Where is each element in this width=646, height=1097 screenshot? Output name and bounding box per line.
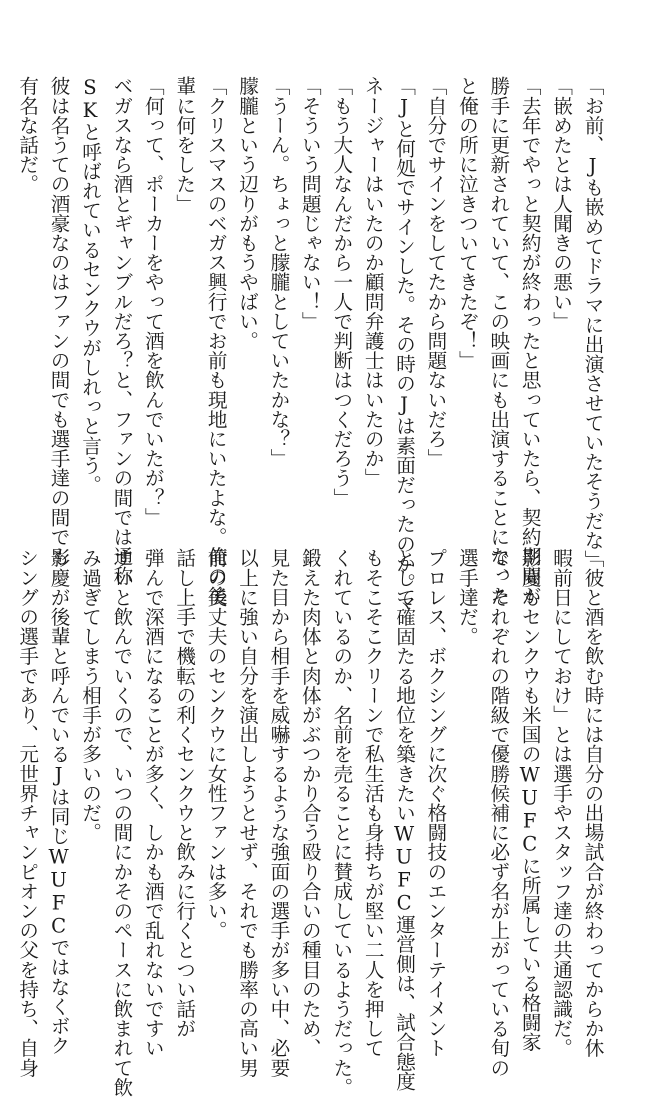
text-line: 暇前日にしておけ」とは選手やスタッフ達の共通認識だ。 [549, 548, 573, 1058]
text-line: SKと呼ばれているセンクウがしれっと言う。 [78, 76, 102, 495]
text-line: 「そういう問題じゃない！」 [298, 76, 322, 331]
text-line: 「もう大人なんだから一人で判断はつくだろう」 [329, 76, 353, 508]
text-line: ネージャーはいたのか顧問弁護士はいたのか」 [361, 76, 385, 488]
text-line: で、それぞれの階級で優勝候補に必ず名が上がっている旬の [486, 548, 510, 1078]
text-line: 「うーん。ちょっと朦朧としていたかな？」 [266, 76, 290, 468]
text-line: 「自分でサインをしてたから問題ないだろ」 [423, 76, 447, 468]
text-line: として確固たる地位を築きたいWUFC運営側は、試合態度 [392, 548, 416, 1091]
text-line: シングの選手であり、元世界チャンピオンの父を持ち、自身 [15, 548, 39, 1078]
text-block-bottom [11, 548, 608, 1097]
text-line: もそこそこクリーンで私生活も身持ちが堅い二人を押して [361, 548, 385, 1058]
text-line: 有名な話だ。 [15, 76, 39, 194]
text-line: 「お前、Jも嵌めてドラマに出演させていたそうだな」 [581, 76, 604, 570]
text-line: 「嵌めたとは人聞きの悪い」 [549, 76, 573, 331]
text-line: 見た目から相手を威嚇するような強面の選手が多い中、必要 [266, 548, 290, 1078]
text-line: 輩に何をした」 [172, 76, 196, 214]
text-line: くれているのか、名前を売ることに賛成しているようだった。 [329, 548, 353, 1097]
text-line: 前の美丈夫のセンクウに女性ファンは多い。 [204, 548, 228, 940]
text-line: 選手達だ。 [455, 548, 479, 646]
text-line: 弾んで深酒になることが多く、しかも酒で乱れないですい [141, 548, 165, 1058]
text-line: プロレス、ボクシングに次ぐ格闘技のエンターテイメント [423, 548, 447, 1058]
text-line: 朦朧という辺りがもうやばい。 [235, 76, 259, 351]
text-line: 「何って、ポーカーをやって酒を飲んでいたが？」 [141, 76, 165, 527]
text-line: ベガスなら酒とギャンブルだろ？と、ファンの間では通称 [109, 76, 133, 586]
text-line: み過ぎてしまう相手が多いのだ。 [78, 548, 102, 842]
text-line: と俺の所に泣きついてきたぞ！」 [455, 76, 479, 370]
text-line: すいと飲んでいくので、いつの間にかそのペースに飲まれて飲 [109, 548, 133, 1097]
text-line: 彼は名うての酒豪なのはファンの間でも選手達の間でも [47, 76, 71, 566]
text-line: 鍛えた肉体と肉体がぶつかり合う殴り合いの種目のため、 [298, 548, 322, 1058]
text-line: 以上に強い自分を演出しようとせず、それでも勝率の高い男 [235, 548, 259, 1078]
text-line: 「彼と酒を飲む時には自分の出場試合が終わってからか休 [581, 548, 604, 1058]
text-line: 「去年でやっと契約が終わったと思っていたら、契約期間が [518, 76, 542, 606]
text-line: 勝手に更新されていて、この映画にも出演することになった [486, 76, 510, 606]
text-line: 「Jと何処でサインした。その時のJは素面だったのか。マ [392, 76, 416, 612]
text-line: 話し上手で機転の利くセンクウと飲みに行くとつい話が [172, 548, 196, 1038]
text-line: 影慶が後輩と呼んでいるJは同じWUFCではなくボク [47, 548, 71, 1055]
text-line: 「クリスマスのベガス興行でお前も現地にいたよな。俺の後 [204, 76, 228, 606]
text-line: 影慶もセンクウも米国のWUFCに所属している格闘家 [518, 548, 542, 1052]
